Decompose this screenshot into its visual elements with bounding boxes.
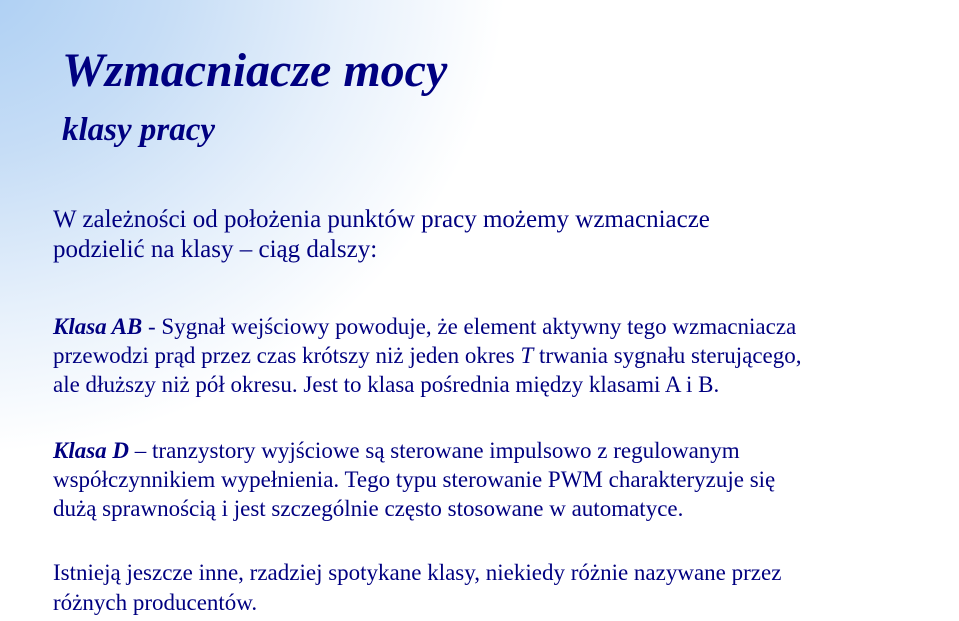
class-ab-line-2-before: przewodzi prąd przez czas krótszy niż jeden okres xyxy=(53,343,521,368)
class-ab-line-2 xyxy=(53,341,953,370)
closing-line-2: różnych producentów. xyxy=(53,590,258,615)
class-ab-line-1 xyxy=(53,312,953,341)
class-d-label: Klasa D xyxy=(53,438,130,463)
closing-line-1: Istnieją jeszcze inne, rzadziej spotykane klasy, niekiedy różnie nazywane przez xyxy=(53,560,782,585)
class-ab-line-1-text: - Sygnał wejściowy powoduje, że element aktywny tego wzmacniacza xyxy=(142,314,797,339)
intro-paragraph xyxy=(53,205,953,265)
class-ab-label: Klasa AB xyxy=(53,314,143,339)
slide-subtitle: klasy pracy xyxy=(62,112,216,148)
closing-paragraph xyxy=(53,558,953,618)
period-symbol: T xyxy=(520,343,534,368)
class-d-line-1 xyxy=(53,436,953,465)
class-ab-line-2-after: trwania sygnału sterującego, xyxy=(533,343,802,368)
intro-line-2: podzielić na klasy – ciąg dalszy: xyxy=(53,236,378,263)
class-ab-paragraph xyxy=(53,312,953,399)
class-d-line-2: współczynnikiem wypełnienia. Tego typu sterowanie PWM charakteryzuje się xyxy=(53,467,776,492)
class-d-line-1-text: – tranzystory wyjściowe są sterowane impulsowo z regulowanym xyxy=(129,438,740,463)
class-d-paragraph xyxy=(53,436,953,523)
intro-line-1: W zależności od położenia punktów pracy możemy wzmacniacze xyxy=(53,206,710,233)
class-ab-line-3: ale dłuższy niż pół okresu. Jest to klasa pośrednia między klasami A i B. xyxy=(53,372,720,397)
class-d-line-3: dużą sprawnością i jest szczególnie często stosowane w automatyce. xyxy=(53,496,684,521)
slide-title: Wzmacniacze mocy xyxy=(62,44,448,97)
